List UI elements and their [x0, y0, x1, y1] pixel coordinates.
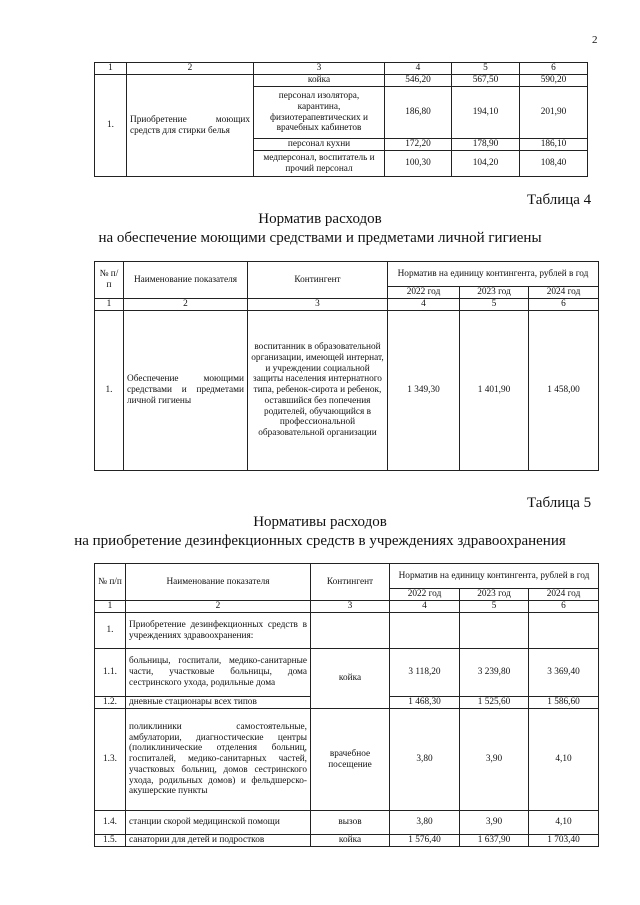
table3-continuation — [94, 62, 588, 177]
row-number: 1. — [95, 613, 126, 649]
table5-subtitle: на приобретение дезинфекционных средств в учреждениях здравоохранения — [74, 533, 566, 549]
header-name: Наименование показателя — [124, 262, 248, 299]
value-2024: 186,10 — [520, 139, 588, 151]
row-number: 1. — [95, 75, 127, 177]
table-row — [95, 613, 599, 649]
value-2023: 567,50 — [452, 75, 520, 87]
contingent-cell: персонал изолятора, карантина, физиотерапевтических и врачебных кабинетов — [254, 87, 385, 139]
header-2024: 2024 год — [529, 589, 599, 601]
value-2023: 3,90 — [460, 811, 529, 835]
header-name: Наименование показателя — [126, 564, 311, 601]
row-number: 1.2. — [95, 697, 126, 709]
row-number: 1.4. — [95, 811, 126, 835]
table-row — [95, 649, 599, 697]
row-name: дневные стационары всех типов — [126, 697, 311, 709]
value-2022: 3,80 — [390, 709, 460, 811]
row-number: 1.1. — [95, 649, 126, 697]
header-2024: 2024 год — [529, 287, 599, 299]
table-header-row — [95, 262, 599, 287]
value-2024 — [529, 613, 599, 649]
col-index: 2 — [127, 63, 254, 75]
header-2022: 2022 год — [390, 589, 460, 601]
value-2023: 1 525,60 — [460, 697, 529, 709]
value-2022: 1 349,30 — [388, 311, 460, 471]
col-index: 4 — [385, 63, 452, 75]
table4-subtitle: на обеспечение моющими средствами и предметами личной гигиены — [98, 230, 542, 246]
value-2024: 1 458,00 — [529, 311, 599, 471]
col-index: 4 — [390, 601, 460, 613]
table-index-row — [95, 601, 599, 613]
contingent-cell: медперсонал, воспитатель и прочий персонал — [254, 151, 385, 177]
table5 — [94, 563, 599, 847]
table5-label: Таблица 5 — [527, 495, 592, 511]
value-2024: 1 703,40 — [529, 835, 599, 847]
header-contingent: Контингент — [311, 564, 390, 601]
row-name: санатории для детей и подростков — [126, 835, 311, 847]
row-number: 1. — [95, 311, 124, 471]
table5-title: Нормативы расходов — [253, 514, 387, 530]
col-index: 1 — [95, 299, 124, 311]
col-index: 3 — [254, 63, 385, 75]
contingent-cell: воспитанник в образовательной организации, имеющей интернат, и учреждении социальной защиты населения интернатного типа, ребенок-сирота и ребенок, оставшийся без попечения родителей, обучающийся в профессиональной образовательной организации — [248, 311, 388, 471]
col-index: 6 — [520, 63, 588, 75]
contingent-cell: койка — [311, 835, 390, 847]
value-2024: 108,40 — [520, 151, 588, 177]
value-2024: 4,10 — [529, 709, 599, 811]
col-index: 1 — [95, 601, 126, 613]
table4 — [94, 261, 599, 471]
col-index: 2 — [124, 299, 248, 311]
col-index: 3 — [311, 601, 390, 613]
value-2022: 100,30 — [385, 151, 452, 177]
header-norm: Норматив на единицу контингента, рублей в год — [390, 564, 599, 589]
header-2023: 2023 год — [460, 589, 529, 601]
header-2023: 2023 год — [460, 287, 529, 299]
table-index-row — [95, 63, 588, 75]
value-2023: 3 239,80 — [460, 649, 529, 697]
contingent-cell — [311, 613, 390, 649]
value-2023: 194,10 — [452, 87, 520, 139]
row-name: Обеспечение моющими средствами и предметами личной гигиены — [124, 311, 248, 471]
value-2024: 201,90 — [520, 87, 588, 139]
table-row — [95, 75, 588, 87]
value-2024: 4,10 — [529, 811, 599, 835]
value-2023: 1 637,90 — [460, 835, 529, 847]
value-2024: 3 369,40 — [529, 649, 599, 697]
col-index: 5 — [452, 63, 520, 75]
table-row — [95, 835, 599, 847]
table-index-row — [95, 299, 599, 311]
value-2023: 104,20 — [452, 151, 520, 177]
value-2022: 3,80 — [390, 811, 460, 835]
table4-title: Норматив расходов — [258, 211, 382, 227]
value-2022: 1 576,40 — [390, 835, 460, 847]
value-2022: 1 468,30 — [390, 697, 460, 709]
col-index: 6 — [529, 601, 599, 613]
header-norm: Норматив на единицу контингента, рублей в год — [388, 262, 599, 287]
value-2024: 590,20 — [520, 75, 588, 87]
value-2022: 186,80 — [385, 87, 452, 139]
value-2022 — [390, 613, 460, 649]
value-2022: 172,20 — [385, 139, 452, 151]
row-number: 1.5. — [95, 835, 126, 847]
table-row — [95, 709, 599, 811]
contingent-cell: вызов — [311, 811, 390, 835]
value-2022: 3 118,20 — [390, 649, 460, 697]
table-row — [95, 811, 599, 835]
header-num: № п/п — [95, 262, 124, 299]
table4-label: Таблица 4 — [527, 192, 592, 208]
contingent-cell: врачебное посещение — [311, 709, 390, 811]
col-index: 5 — [460, 601, 529, 613]
col-index: 4 — [388, 299, 460, 311]
col-index: 5 — [460, 299, 529, 311]
value-2023: 3,90 — [460, 709, 529, 811]
col-index: 1 — [95, 63, 127, 75]
row-name: поликлиники самостоятельные, амбулатории, диагностические центры (поликлинические отделения больниц, госпиталей, медико-санитарных частей, участковых больниц, домов сестринского ухода, родильных домов) и фельдшерско-акушерские пункты — [126, 709, 311, 811]
row-number: 1.3. — [95, 709, 126, 811]
contingent-cell: персонал кухни — [254, 139, 385, 151]
value-2022: 546,20 — [385, 75, 452, 87]
header-contingent: Контингент — [248, 262, 388, 299]
row-name: Приобретение моющих средств для стирки белья — [127, 75, 254, 177]
table-header-row — [95, 564, 599, 589]
contingent-cell: койка — [311, 649, 390, 709]
row-name: Приобретение дезинфекционных средств в учреждениях здравоохранения: — [126, 613, 311, 649]
value-2023: 178,90 — [452, 139, 520, 151]
row-name: больницы, госпитали, медико-санитарные части, участковые больницы, дома сестринского ухода, родильные дома — [126, 649, 311, 697]
col-index: 6 — [529, 299, 599, 311]
contingent-cell: койка — [254, 75, 385, 87]
header-2022: 2022 год — [388, 287, 460, 299]
value-2023: 1 401,90 — [460, 311, 529, 471]
col-index: 3 — [248, 299, 388, 311]
table-row — [95, 311, 599, 471]
value-2024: 1 586,60 — [529, 697, 599, 709]
page-number: 2 — [592, 34, 598, 46]
row-name: станции скорой медицинской помощи — [126, 811, 311, 835]
value-2023 — [460, 613, 529, 649]
header-num: № п/п — [95, 564, 126, 601]
col-index: 2 — [126, 601, 311, 613]
